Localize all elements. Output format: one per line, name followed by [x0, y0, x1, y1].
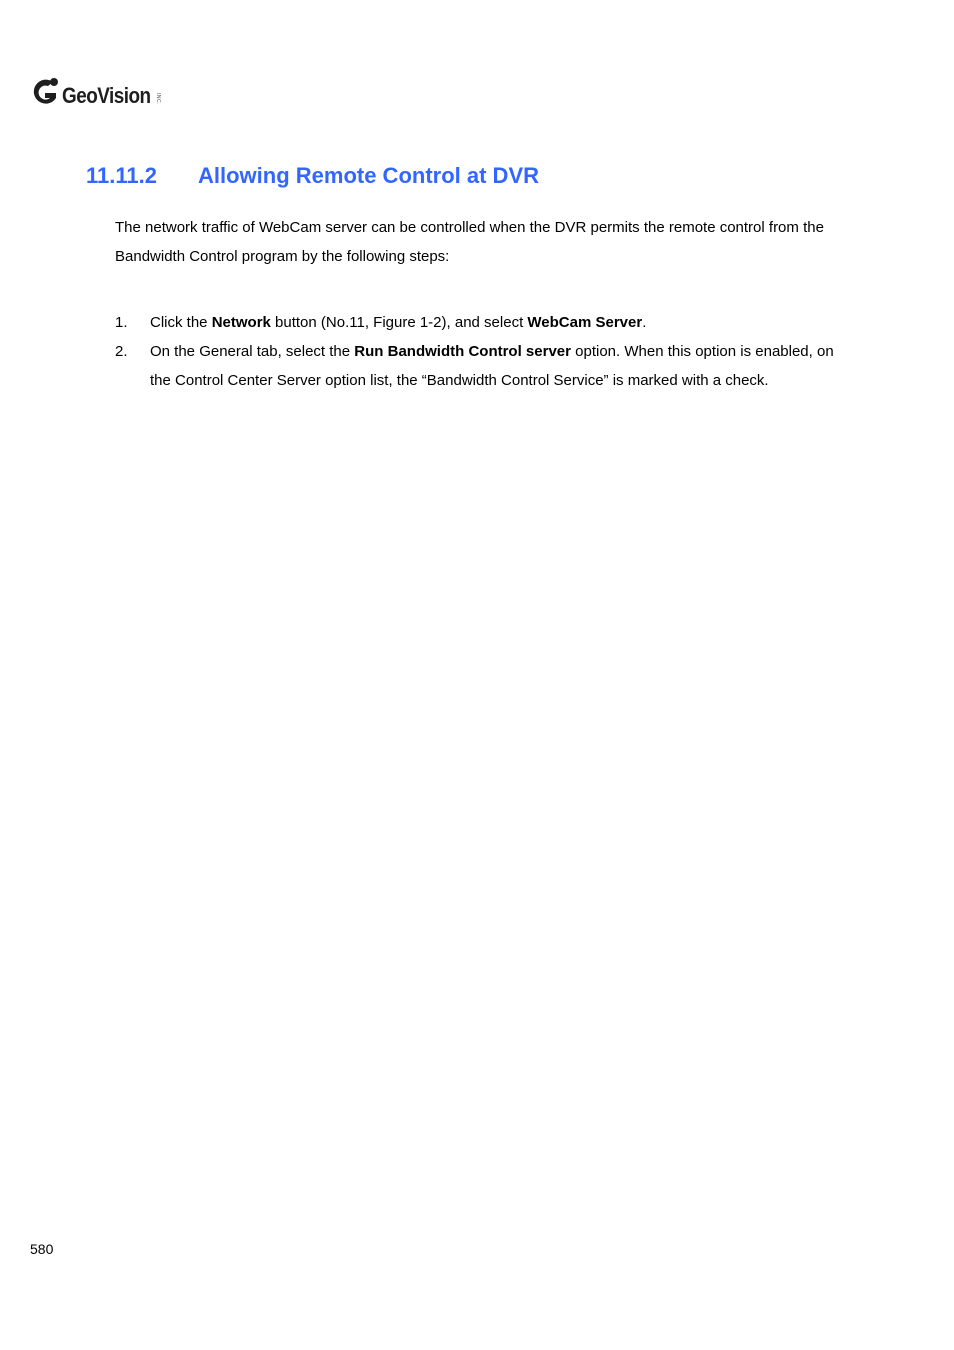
intro-paragraph: The network traffic of WebCam server can be controlled when the DVR permits the remote control from the Bandwidth Control program by the following steps: — [115, 219, 824, 265]
step-bold-text: Network — [211, 314, 271, 331]
step-bold-text: WebCam Server — [527, 314, 643, 331]
step-text: button (No.11, Figure 1-2), and select — [270, 314, 528, 331]
geovision-logo — [31, 74, 161, 108]
list-item — [115, 337, 845, 395]
step-text: On the General tab, select the — [150, 343, 355, 360]
page-number: 580 — [30, 1241, 54, 1257]
list-item — [115, 308, 845, 337]
step-text: option. When this option is enabled, on the Control Center Server option list, the “Bandwidth Control Service” is marked with a check. — [150, 343, 834, 389]
section-heading — [86, 163, 539, 189]
logo-wordmark: GeoVision — [62, 83, 151, 108]
logo-inc-mark: INC. — [155, 93, 161, 105]
section-number: 11.11.2 — [86, 163, 157, 188]
steps-list — [115, 308, 845, 395]
step-text: . — [642, 314, 647, 331]
list-item-marker: 2. — [115, 343, 128, 360]
list-item-marker: 1. — [115, 314, 128, 331]
section-title: Allowing Remote Control at DVR — [198, 163, 539, 188]
step-text: Click the — [150, 314, 212, 331]
geovision-logo-icon — [31, 76, 61, 108]
step-bold-text: Run Bandwidth Control server — [354, 343, 571, 360]
